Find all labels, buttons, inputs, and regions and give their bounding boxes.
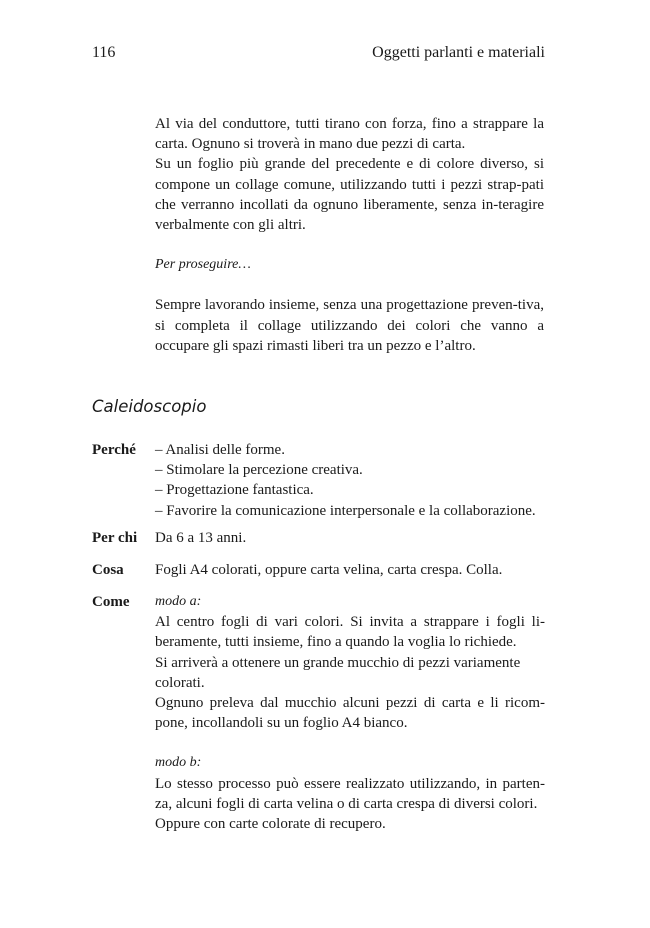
- mode-b-paragraph-2: Oppure con carte colorate di recupero.: [155, 816, 386, 833]
- entry-body-per-chi: Da 6 a 13 anni.: [155, 530, 247, 546]
- intro-subheading: Per proseguire…: [155, 257, 251, 273]
- entry-label-perche: Perché: [92, 442, 136, 458]
- mode-a-paragraph-3: Ognuno preleva dal mucchio alcuni pezzi di carta e li ricom-pone, incollandoli su un foglio A4 bianco.: [155, 695, 545, 732]
- intro-paragraph-1: Al via del conduttore, tutti tirano con forza, fino a strappare la carta. Ognuno si troverà in mano due pezzi di carta.: [155, 116, 544, 153]
- running-head: [92, 42, 545, 64]
- intro-paragraph-3: Sempre lavorando insieme, senza una progettazione preven-tiva, si completa il collage utilizzando dei colori che vanno a occupare gli spazi rimasti liberi tra un pezzo e l’altro.: [155, 297, 544, 354]
- intro-paragraph-2: Su un foglio più grande del precedente e di colore diverso, si compone un collage comune, utilizzando tutti i pezzi strap-pati che verranno incollati da ognuno liberamente, senza in-teragire verbalmente con gli altri.: [155, 156, 544, 234]
- entry-body-perche: [155, 440, 545, 521]
- mode-a-paragraph-2: Si arriverà a ottenere un grande mucchio di pezzi variamente colorati.: [155, 654, 521, 691]
- list-item: – Favorire la comunicazione interpersonale e la collaborazione.: [155, 502, 536, 519]
- page-number: 116: [92, 44, 116, 61]
- entry-body-come: [155, 592, 545, 834]
- entry-body-cosa: Fogli A4 colorati, oppure carta velina, carta crespa. Colla.: [155, 562, 503, 578]
- section-title: Caleidoscopio: [92, 397, 207, 416]
- entry-label-come: Come: [92, 594, 130, 610]
- list-item: – Analisi delle forme.: [155, 442, 285, 458]
- list-item: – Progettazione fantastica.: [155, 482, 314, 499]
- entry-label-cosa: Cosa: [92, 562, 124, 578]
- mode-b-paragraph-1: Lo stesso processo può essere realizzato utilizzando, in parten-za, alcuni fogli di carta velina o di carta crespa di diversi colori.: [155, 775, 545, 812]
- mode-a-heading: modo a:: [155, 594, 202, 609]
- mode-b-heading: modo b:: [155, 755, 202, 771]
- running-title: Oggetti parlanti e materiali: [372, 44, 545, 61]
- intro-text-block: [155, 114, 544, 356]
- mode-a-paragraph-1: Al centro fogli di vari colori. Si invita a strappare i fogli li-beramente, tutti insieme, fino a quando la voglia lo richiede.: [155, 614, 545, 651]
- list-item: – Stimolare la percezione creativa.: [155, 462, 363, 479]
- entry-label-per-chi: Per chi: [92, 530, 138, 546]
